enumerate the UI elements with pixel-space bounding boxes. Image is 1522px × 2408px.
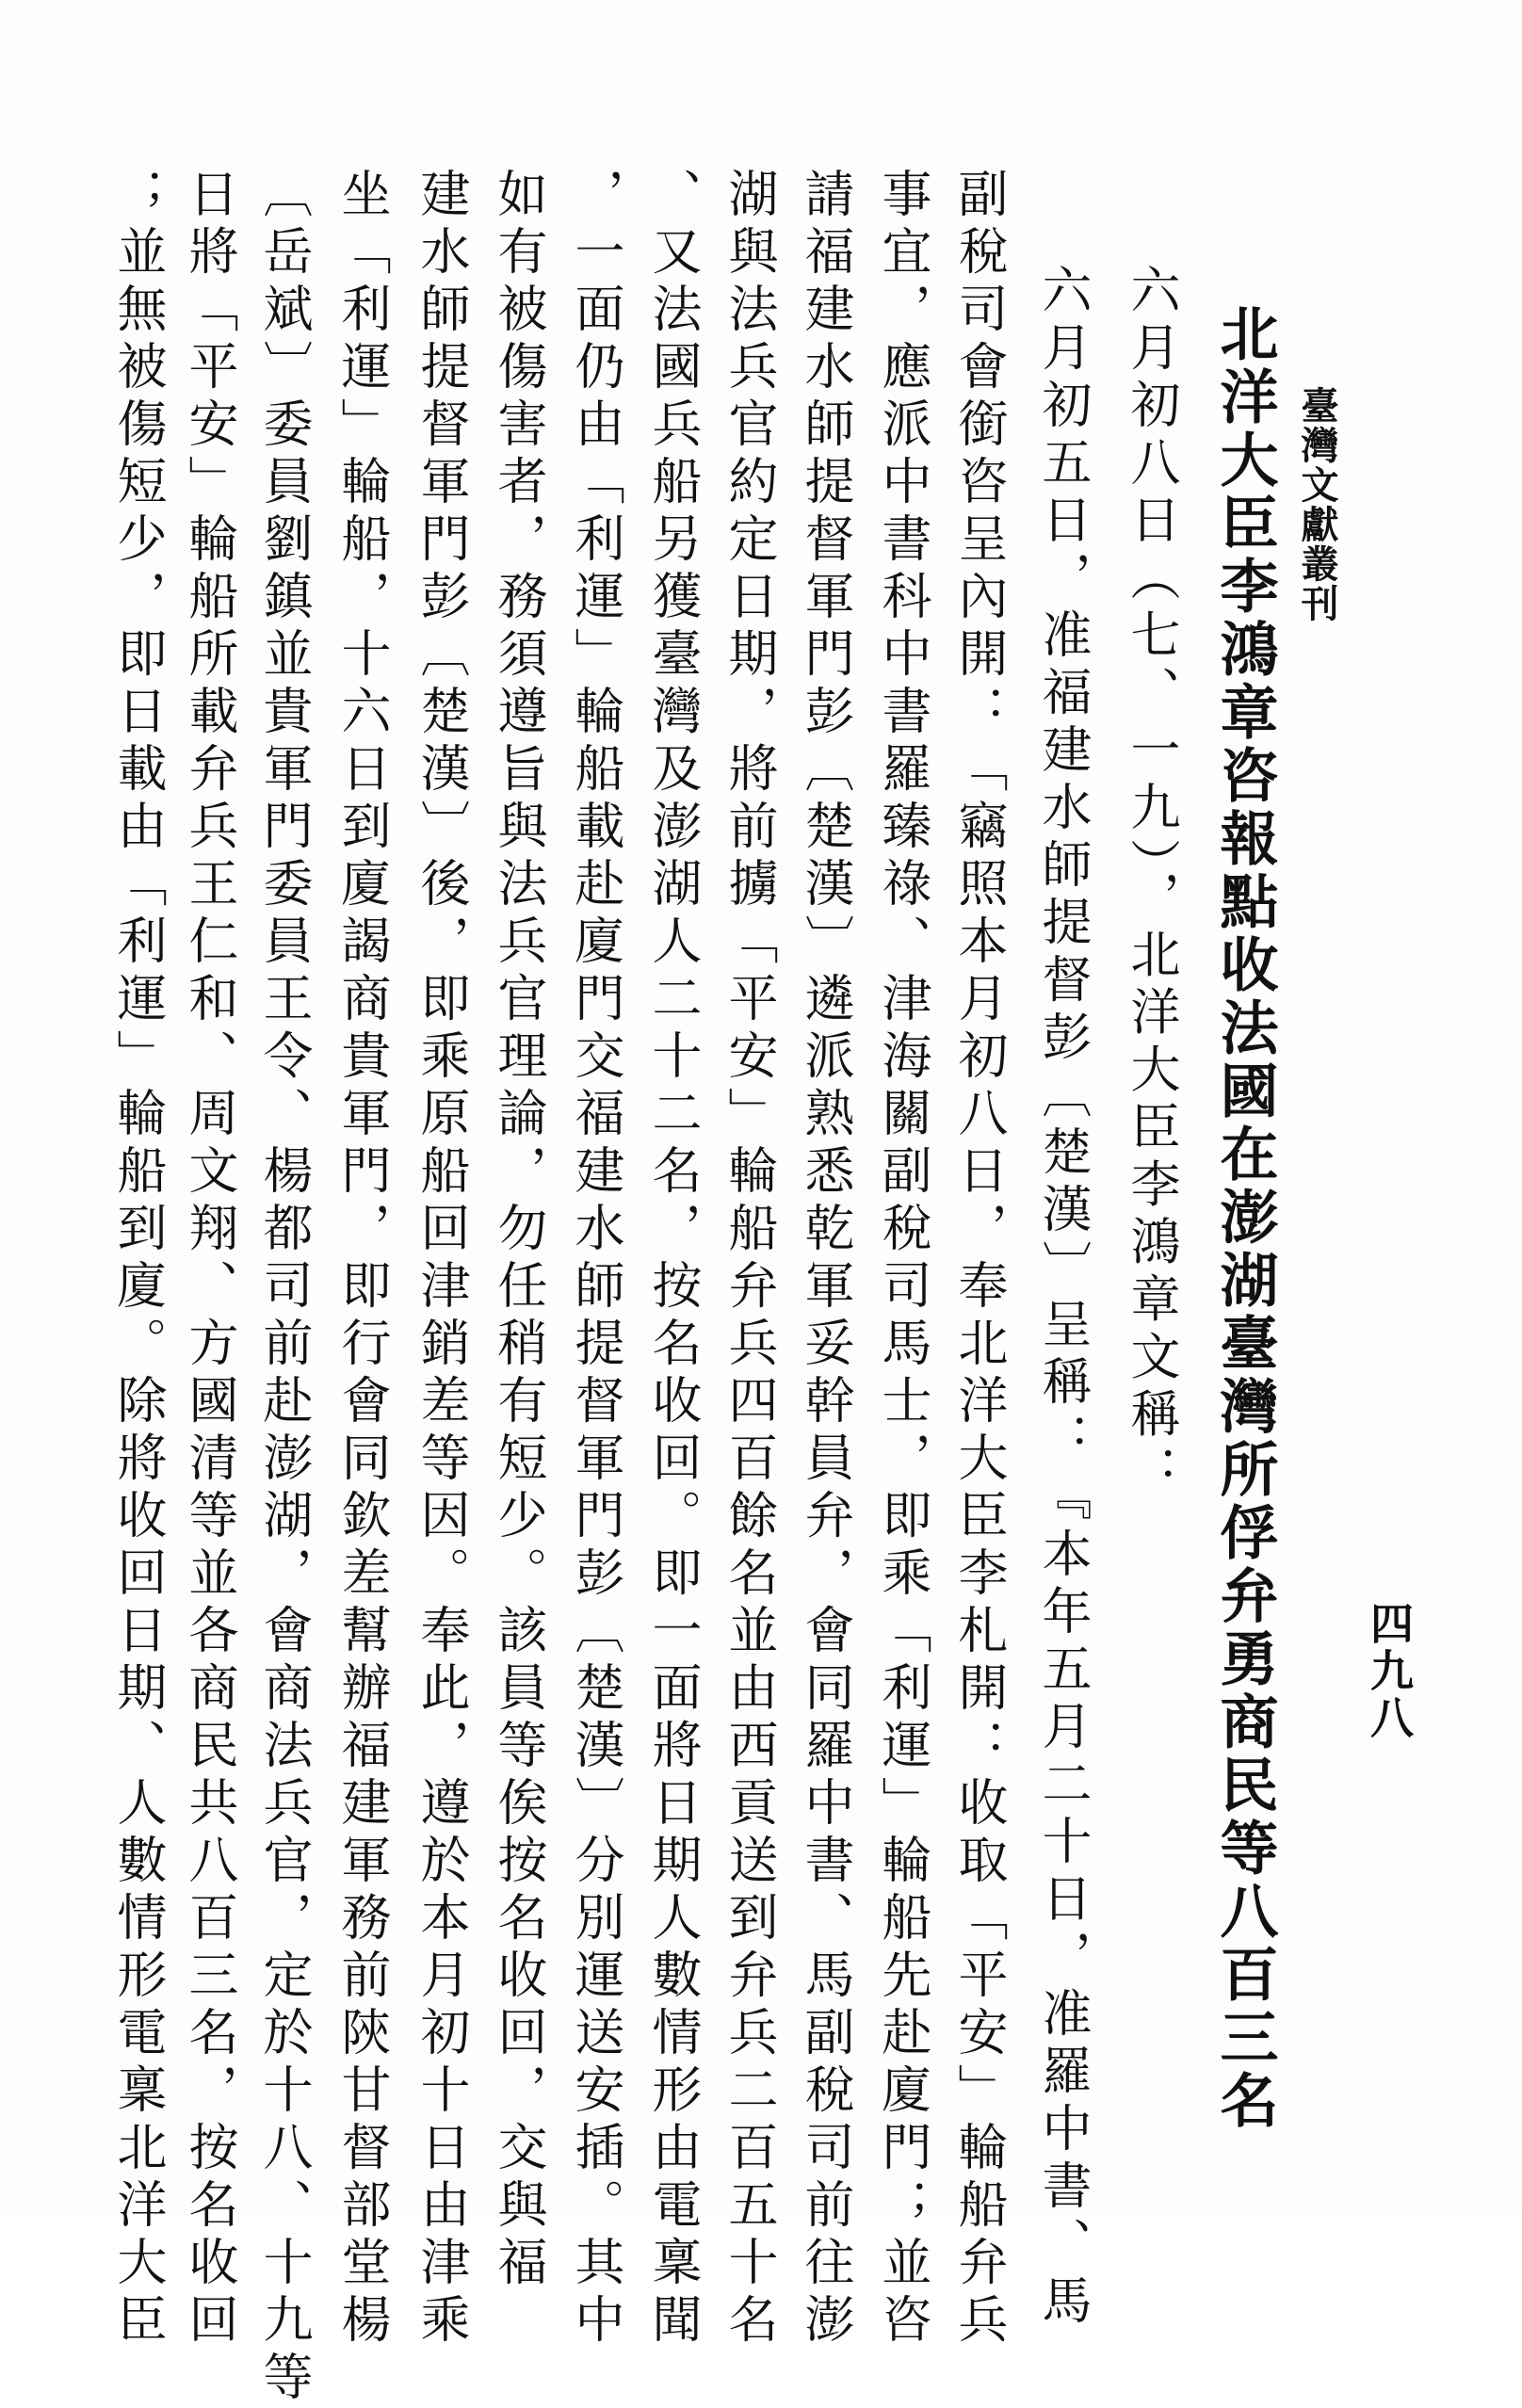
document-title: 北洋大臣李鴻章咨報點收法國在澎湖臺灣所俘弁勇商民等八百三名: [1210, 303, 1279, 2133]
body-column: 副稅司會銜咨呈內開：「竊照本月初八日，奉北洋大臣李札開：收取「平安」輪船弁兵: [950, 168, 1008, 2351]
body-column: 、又法國兵船另獲臺灣及澎湖人二十二名，按名收回。即一面將日期人數情形由電稟聞: [644, 168, 702, 2351]
body-column: 如有被傷害者，務須遵旨與法兵官理論，勿任稍有短少。該員等俟按名收回，交與福: [490, 168, 547, 2293]
body-column: 〔岳斌〕委員劉鎮並貴軍門委員王令、楊都司前赴澎湖，會商法兵官，定於十八、十九等: [255, 168, 313, 2408]
body-column: 日將「平安」輪船所載弁兵王仁和、周文翔、方國清等並各商民共八百三名，按名收回: [181, 168, 238, 2351]
body-column: ；並無被傷短少，即日載由「利運」輪船到廈。除將收回日期、人數情形電稟北洋大臣: [109, 168, 167, 2351]
body-column: ，一面仍由「利運」輪船載赴廈門交福建水師提督軍門彭〔楚漢〕分別運送安插。其中: [567, 168, 624, 2351]
running-head: 臺灣文獻叢刊: [1295, 386, 1339, 623]
body-column: 六月初八日（七、一九），北洋大臣李鴻章文稱：: [1123, 264, 1180, 1503]
body-column: 坐「利運」輪船，十六日到廈謁商貴軍門，即行會同欽差幫辦福建軍務前陝甘督部堂楊: [333, 168, 391, 2351]
body-column: 請福建水師提督軍門彭〔楚漢〕遴派熟悉乾軍妥幹員弁，會同羅中書、馬副稅司前往澎: [797, 168, 854, 2351]
body-column: 六月初五日，准福建水師提督彭〔楚漢〕呈稱：『本年五月二十日，准羅中書、馬: [1034, 264, 1092, 2332]
page-number: 四九八: [1364, 1601, 1415, 1742]
body-column: 建水師提督軍門彭〔楚漢〕後，即乘原船回津銷差等因。奉此，遵於本月初十日由津乘: [413, 168, 470, 2351]
body-column: 湖與法兵官約定日期，將前擄「平安」輪船弁兵四百餘名並由西貢送到弁兵二百五十名: [721, 168, 778, 2351]
body-column: 事宜，應派中書科中書羅臻祿、津海關副稅司馬士，即乘「利運」輪船先赴廈門；並咨: [874, 168, 931, 2351]
